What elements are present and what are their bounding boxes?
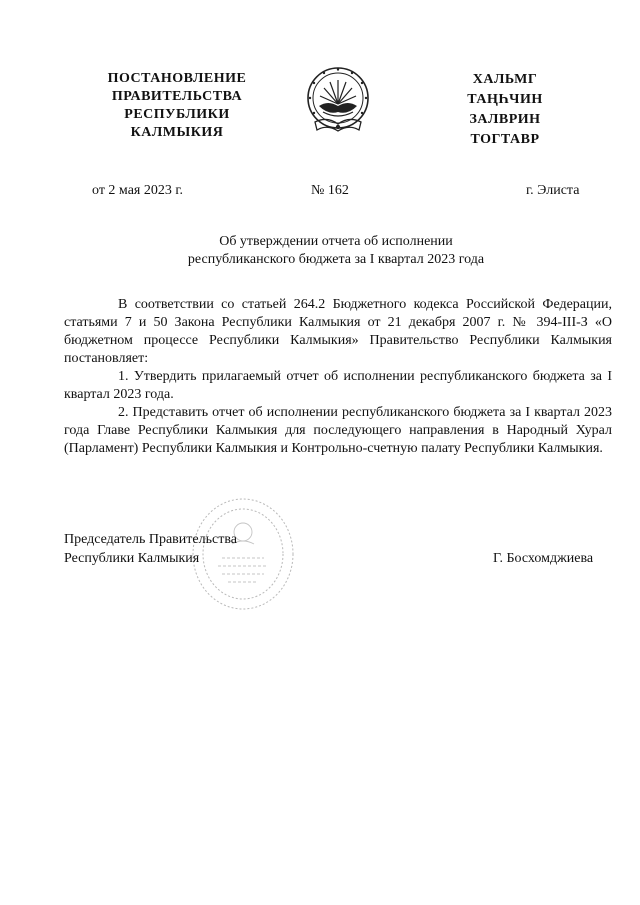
header-right-line-2: ТАҢҺЧИН (467, 92, 543, 107)
signatory-position (64, 530, 237, 568)
document-header-right (440, 70, 570, 150)
title-line-1: Об утверждении отчета об исполнении (219, 234, 453, 249)
body-paragraph-3: 2. Представить отчет об исполнении республиканского бюджета за I квартал 2023 года Главе Республики Калмыкия для последующего направления в Народный Хурал (Парламент) Республики Калмыкия и Контрольно-счетную палату Республики Калмыкия. (64, 405, 612, 456)
document-title (120, 233, 552, 269)
header-right-line-4: ТОГТАВР (470, 132, 540, 147)
header-right-line-1: ХАЛЬМГ (472, 72, 538, 87)
header-left-line-4: КАЛМЫКИЯ (130, 125, 224, 140)
header-left-line-2: ПРАВИТЕЛЬСТВА (111, 89, 243, 104)
body-paragraph-1: В соответствии со статьей 264.2 Бюджетного кодекса Российской Федерации, статьями 7 и 50 Закона Республики Калмыкия от 21 декабря 2007 г. № 394-III-З «О бюджетном процессе Республики Калмыкия» Правительство Республики Калмыкия постановляет: (64, 297, 612, 366)
signatory-position-line-1: Председатель Правительства (64, 532, 237, 547)
kalmykia-coat-of-arms-icon (303, 60, 373, 140)
document-body (64, 296, 612, 458)
document-number: № 162 (311, 183, 349, 198)
header-right-line-3: ЗАЛВРИН (469, 112, 541, 127)
signatory-position-line-2: Республики Калмыкия (64, 551, 200, 566)
document-city: г. Элиста (526, 183, 580, 198)
header-left-line-1: ПОСТАНОВЛЕНИЕ (107, 71, 247, 86)
body-paragraph-2: 1. Утвердить прилагаемый отчет об исполнении республиканского бюджета за I квартал 2023 года. (64, 369, 612, 402)
title-line-2: республиканского бюджета за I квартал 2023 года (187, 252, 485, 267)
document-header-left (82, 70, 272, 142)
header-left-line-3: РЕСПУБЛИКИ (124, 107, 230, 122)
signatory-name: Г. Босхомджиева (493, 551, 594, 566)
document-date: от 2 мая 2023 г. (92, 183, 184, 198)
